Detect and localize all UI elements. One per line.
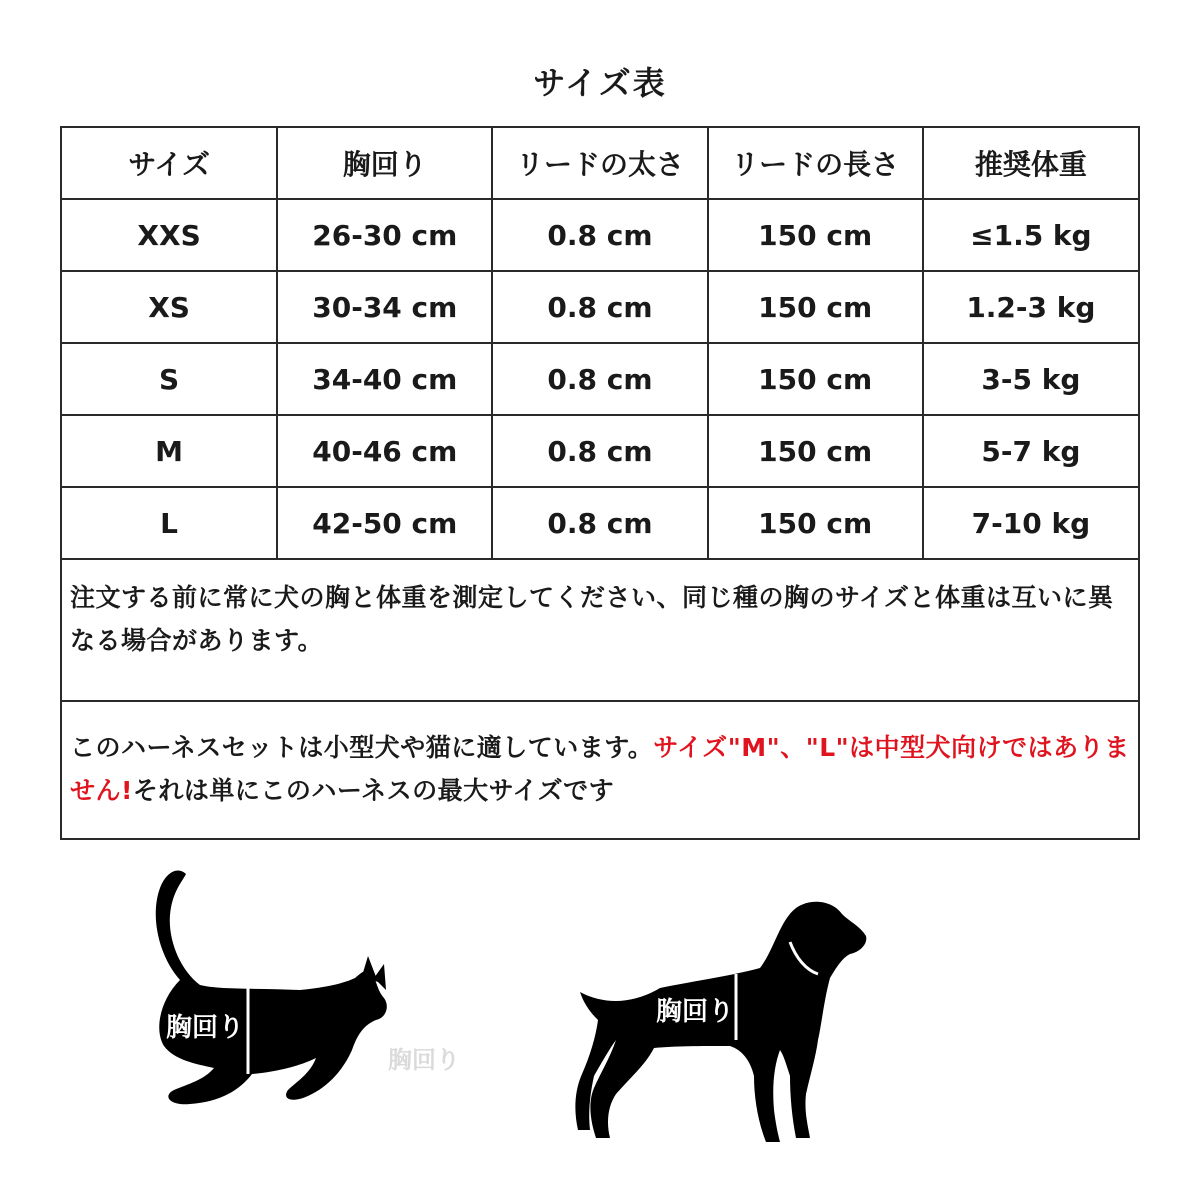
table-row	[62, 415, 1138, 487]
table-row	[62, 487, 1138, 559]
fit-note-text-end: それは単にこのハーネスの最大サイズです	[132, 776, 615, 805]
cell-size: S	[62, 343, 277, 415]
measure-note: 注文する前に常に犬の胸と体重を測定してください、同じ種の胸のサイズと体重は互いに異なる場合があります。	[62, 560, 1138, 702]
cell-leash-length: 150 cm	[708, 271, 923, 343]
cell-leash-width: 0.8 cm	[492, 415, 707, 487]
cell-weight: 7-10 kg	[923, 487, 1138, 559]
cat-silhouette	[140, 860, 400, 1120]
cell-weight: 1.2-3 kg	[923, 271, 1138, 343]
size-table	[62, 128, 1138, 560]
cell-leash-length: 150 cm	[708, 199, 923, 271]
cell-leash-width: 0.8 cm	[492, 487, 707, 559]
cell-size: L	[62, 487, 277, 559]
cell-size: XS	[62, 271, 277, 343]
cell-chest: 34-40 cm	[277, 343, 492, 415]
cell-leash-width: 0.8 cm	[492, 343, 707, 415]
size-chart	[60, 126, 1140, 840]
fit-note	[62, 702, 1138, 844]
fit-note-text: このハーネスセットは小型犬や猫に適しています。	[70, 733, 654, 762]
ghost-chest-label: 胸回り	[388, 1046, 460, 1074]
table-row	[62, 271, 1138, 343]
table-header-row	[62, 128, 1138, 199]
cell-leash-width: 0.8 cm	[492, 199, 707, 271]
cell-weight: 5-7 kg	[923, 415, 1138, 487]
cell-weight: ≤1.5 kg	[923, 199, 1138, 271]
dog-chest-label: 胸回り	[656, 997, 735, 1027]
dog-silhouette	[560, 880, 880, 1160]
cat-chest-label: 胸回り	[166, 1013, 245, 1043]
cell-leash-length: 150 cm	[708, 343, 923, 415]
page-title: サイズ表	[533, 64, 667, 102]
cell-chest: 30-34 cm	[277, 271, 492, 343]
cell-weight: 3-5 kg	[923, 343, 1138, 415]
header-leash-width: リードの太さ	[492, 128, 707, 199]
cell-leash-width: 0.8 cm	[492, 271, 707, 343]
table-row	[62, 343, 1138, 415]
cell-chest: 26-30 cm	[277, 199, 492, 271]
header-size: サイズ	[62, 128, 277, 199]
cell-size: M	[62, 415, 277, 487]
cell-size: XXS	[62, 199, 277, 271]
cell-leash-length: 150 cm	[708, 415, 923, 487]
header-leash-length: リードの長さ	[708, 128, 923, 199]
cell-chest: 42-50 cm	[277, 487, 492, 559]
header-weight: 推奨体重	[923, 128, 1138, 199]
header-chest: 胸回り	[277, 128, 492, 199]
cell-chest: 40-46 cm	[277, 415, 492, 487]
table-row	[62, 199, 1138, 271]
fit-warning: サイズ"M"、"L"は中型犬向けではありません!	[70, 733, 1130, 805]
cell-leash-length: 150 cm	[708, 487, 923, 559]
